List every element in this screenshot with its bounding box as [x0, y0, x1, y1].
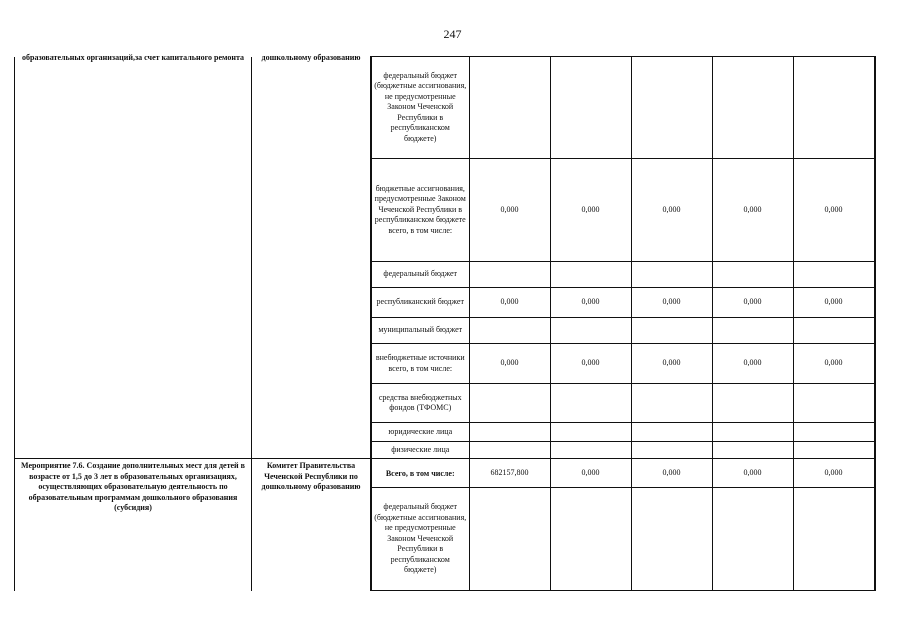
source-cell: внебюджетные источники всего, в том числе:: [371, 344, 469, 384]
value-cell: [793, 488, 875, 591]
source-cell: республиканский бюджет: [371, 288, 469, 318]
value-cell: [469, 423, 550, 442]
value-cell: [712, 384, 793, 423]
value-cell: 0,000: [793, 344, 875, 384]
value-cell: 0,000: [631, 159, 712, 262]
value-cell: [631, 318, 712, 344]
measure-cell: [15, 52, 252, 459]
executor-cell: [252, 52, 372, 459]
value-cell: 0,000: [793, 288, 875, 318]
value-cell: [631, 488, 712, 591]
value-cell: 682157,800: [469, 459, 550, 488]
value-cell: [712, 262, 793, 288]
value-cell: 0,000: [469, 159, 550, 262]
value-cell: [550, 57, 631, 159]
value-cell: [793, 423, 875, 442]
value-cell: [712, 318, 793, 344]
value-cell: [550, 488, 631, 591]
value-cell: 0,000: [793, 459, 875, 488]
value-cell: [469, 442, 550, 459]
value-cell: [550, 384, 631, 423]
value-cell: 0,000: [712, 459, 793, 488]
source-cell: Всего, в том числе:: [371, 459, 469, 488]
value-cell: [631, 57, 712, 159]
source-cell: федеральный бюджет (бюджетные ассигнования, не предусмотренные Законом Чеченской Республики в республиканском бюджете): [371, 488, 469, 591]
source-cell: физические лица: [371, 442, 469, 459]
value-cell: 0,000: [712, 288, 793, 318]
block-2: [15, 459, 875, 591]
value-cell: [712, 423, 793, 442]
budget-table: [14, 52, 876, 591]
source-cell: федеральный бюджет (бюджетные ассигнования, не предусмотренные Законом Чеченской Республики в республиканском бюджете): [371, 57, 469, 159]
page-number: 247: [443, 27, 462, 41]
value-cell: [793, 442, 875, 459]
source-cell: федеральный бюджет: [371, 262, 469, 288]
value-cell: 0,000: [631, 288, 712, 318]
value-cell: 0,000: [469, 288, 550, 318]
value-cell: [793, 384, 875, 423]
value-cell: [712, 488, 793, 591]
value-cell: 0,000: [550, 459, 631, 488]
value-cell: [712, 442, 793, 459]
source-cell: средства внебюджетных фондов (ТФОМС): [371, 384, 469, 423]
value-cell: [631, 262, 712, 288]
value-cell: [631, 442, 712, 459]
value-cell: 0,000: [550, 344, 631, 384]
value-cell: [631, 423, 712, 442]
value-cell: [469, 384, 550, 423]
value-cell: 0,000: [712, 344, 793, 384]
source-cell: юридические лица: [371, 423, 469, 442]
executor-text: дошкольному образованию: [261, 52, 361, 62]
value-cell: 0,000: [550, 159, 631, 262]
value-cell: 0,000: [793, 159, 875, 262]
block-1: [15, 52, 875, 459]
value-cell: 0,000: [469, 344, 550, 384]
measure-text: образовательных организаций,за счет капитального ремонта: [22, 52, 244, 62]
source-cell: бюджетные ассигнования, предусмотренные Законом Чеченской Республики в республиканском бюджете всего, в том числе:: [371, 159, 469, 262]
value-cell: 0,000: [631, 344, 712, 384]
value-cell: [793, 318, 875, 344]
value-cell: 0,000: [550, 288, 631, 318]
value-cell: [469, 57, 550, 159]
value-cell: [550, 318, 631, 344]
value-cell: [469, 488, 550, 591]
value-cell: [550, 423, 631, 442]
measure-cell: Мероприятие 7.6. Создание дополнительных мест для детей в возрасте от 1,5 до 3 лет в образовательных организациях, осуществляющих образовательную деятельность по образовательным программам дошкольного образования (субсидия): [15, 459, 252, 591]
executor-cell: Комитет Правительства Чеченской Республики по дошкольному образованию: [252, 459, 372, 591]
value-cell: [469, 262, 550, 288]
value-cell: [550, 262, 631, 288]
source-cell: муниципальный бюджет: [371, 318, 469, 344]
value-cell: [712, 57, 793, 159]
value-cell: [793, 57, 875, 159]
value-cell: [793, 262, 875, 288]
value-cell: 0,000: [712, 159, 793, 262]
value-cell: [469, 318, 550, 344]
value-cell: [550, 442, 631, 459]
value-cell: [631, 384, 712, 423]
value-cell: 0,000: [631, 459, 712, 488]
